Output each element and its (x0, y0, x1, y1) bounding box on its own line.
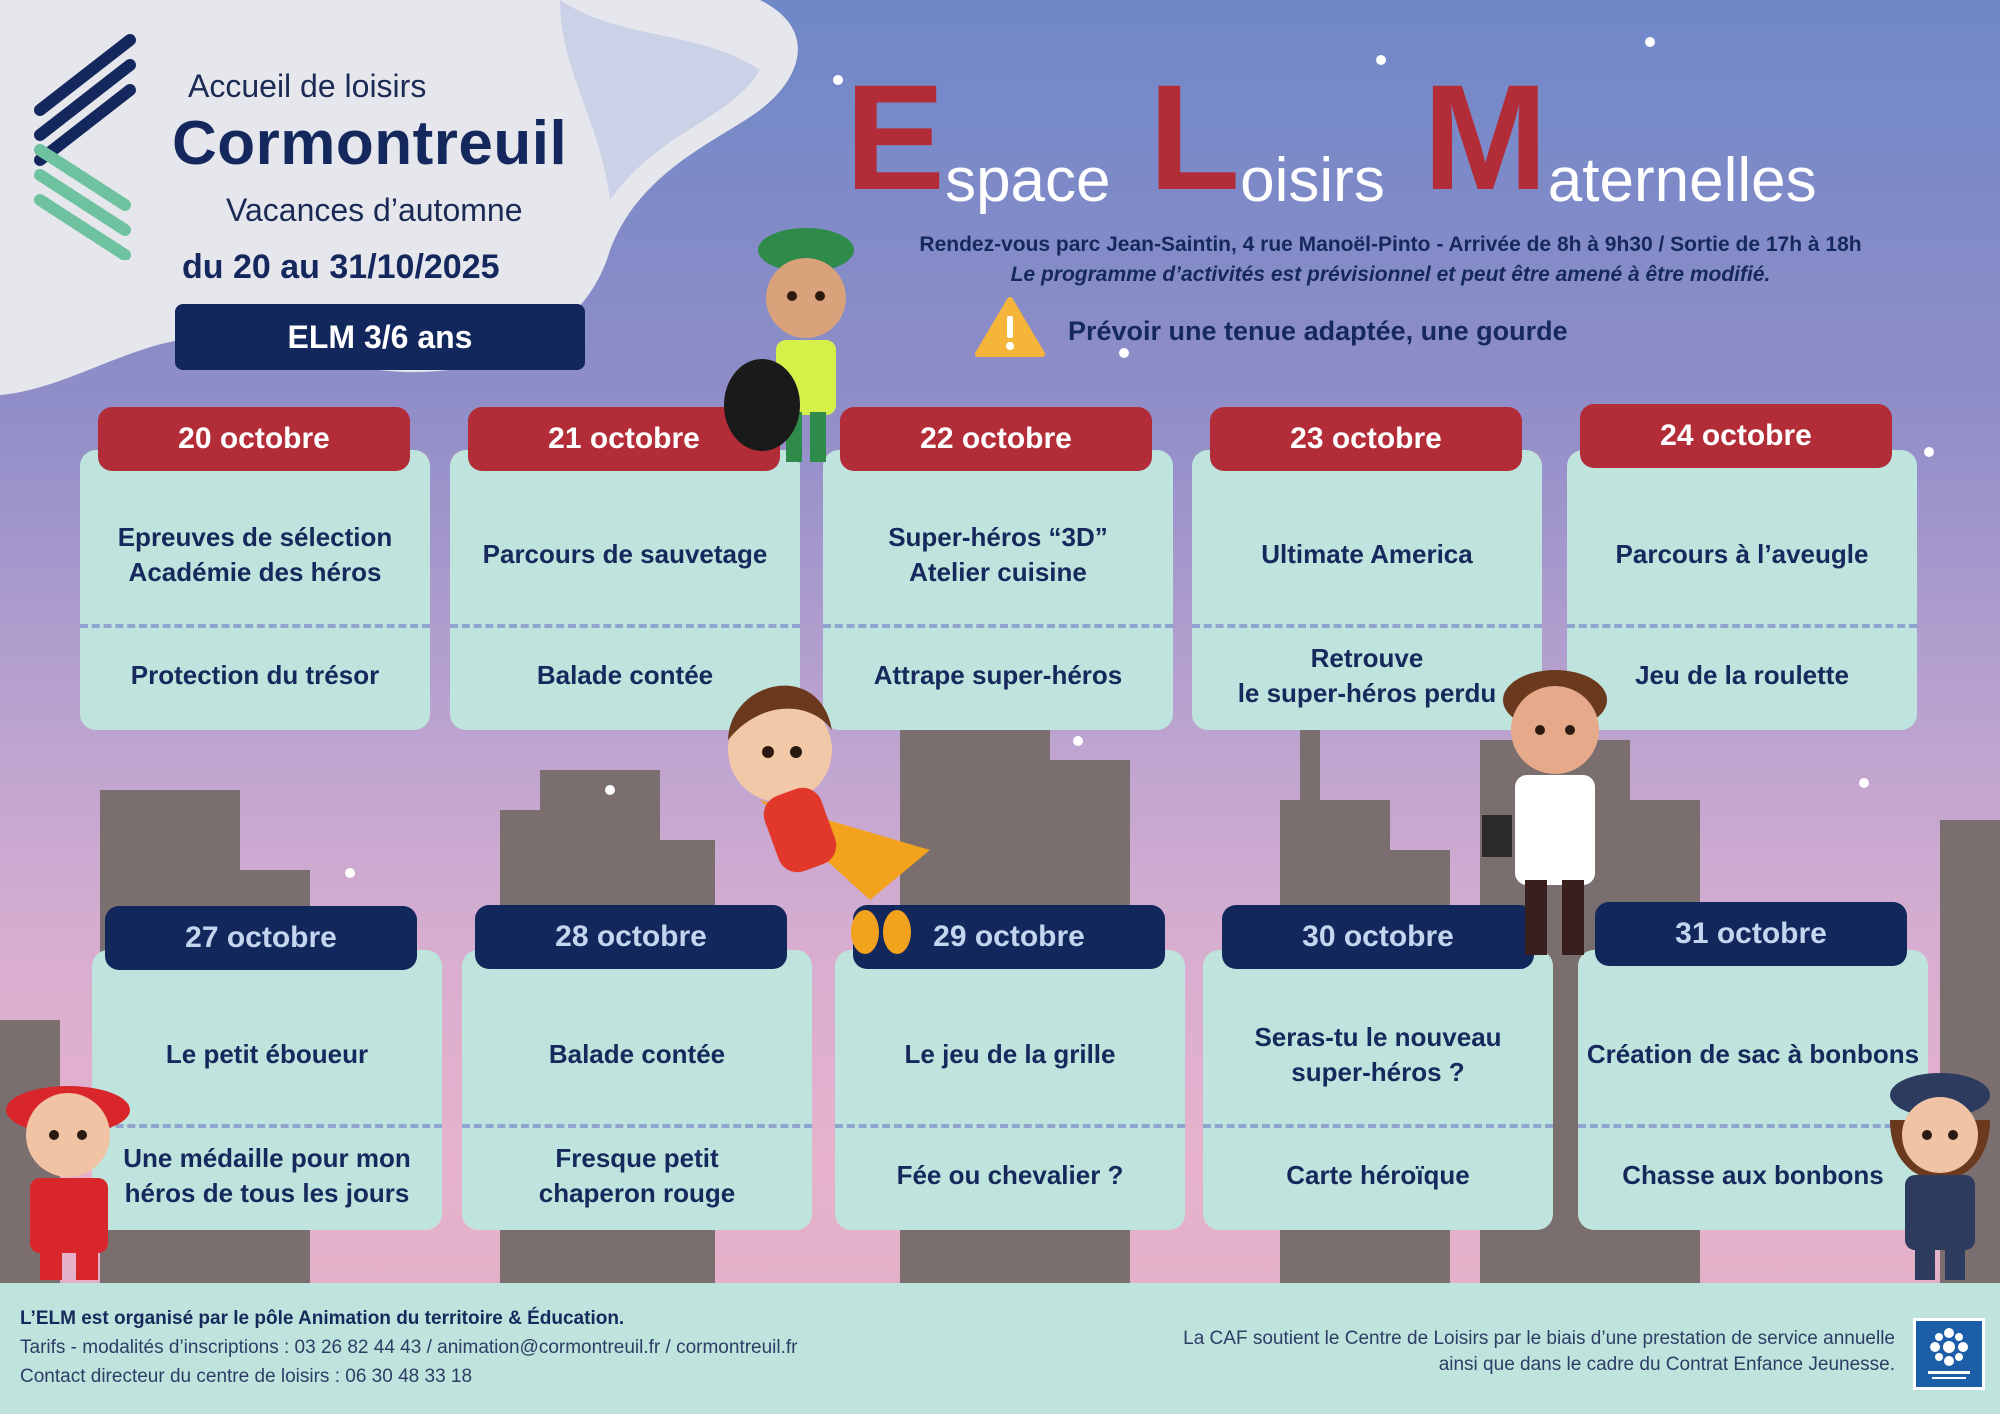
caf-support-line1: La CAF soutient le Centre de Loisirs par le biais d’une prestation de service annuelle (1183, 1328, 1895, 1349)
organizer-text: L’ELM est organisé par le pôle Animation du territoire & Éducation. (20, 1308, 625, 1329)
activity-morning: Super-héros “3D” Atelier cuisine (888, 521, 1108, 587)
date-tab-28: 28 octobre (475, 905, 787, 969)
program-disclaimer: Le programme d’activités est prévisionnel et peut être amené à être modifié. (1010, 263, 1771, 286)
date-tab-24: 24 octobre (1580, 404, 1892, 468)
vacation-label: Vacances d’automne (226, 192, 523, 228)
activity-morning: Création de sac à bonbons (1586, 1039, 1920, 1070)
day-card-30 (1203, 950, 1553, 1230)
activity-morning: Ultimate America (1261, 539, 1473, 570)
activity-afternoon: Jeu de la roulette (1635, 660, 1849, 691)
day-card-31 (1578, 950, 1928, 1230)
activity-afternoon: Une médaille pour mon héros de tous les jours (123, 1142, 411, 1208)
date-tab-22: 22 octobre (840, 407, 1152, 471)
activity-morning: Le jeu de la grille (904, 1039, 1116, 1070)
date-tab-21: 21 octobre (468, 407, 780, 471)
caf-logo-icon (1913, 1318, 1985, 1390)
activity-afternoon: Retrouve le super-héros perdu (1237, 642, 1497, 708)
date-tab-31: 31 octobre (1595, 902, 1907, 966)
tarifs-text: Tarifs - modalités d’inscriptions : 03 26 82 44 43 / animation@cormontreuil.fr / cormontreuil.fr (20, 1337, 798, 1358)
activity-afternoon: Chasse aux bonbons (1622, 1160, 1884, 1191)
activity-morning: Parcours à l’aveugle (1615, 539, 1869, 570)
day-card-24 (1567, 450, 1917, 730)
date-tab-23: 23 octobre (1210, 407, 1522, 471)
contact-text: Contact directeur du centre de loisirs : 06 30 48 33 18 (20, 1366, 473, 1387)
activity-afternoon: Fée ou chevalier ? (896, 1160, 1124, 1191)
title-l: L (1148, 53, 1241, 221)
title-e-rest: space (945, 146, 1111, 215)
day-card-20 (80, 450, 430, 730)
activity-morning: Balade contée (548, 1039, 726, 1070)
warning-icon (975, 296, 1045, 358)
title-m-rest: aternelles (1547, 146, 1817, 215)
date-tab-30: 30 octobre (1222, 905, 1534, 969)
warning-text: Prévoir une tenue adaptée, une gourde (1068, 316, 1568, 346)
accueil-label: Accueil de loisirs (188, 68, 427, 104)
activity-morning: Le petit éboueur (165, 1039, 369, 1070)
activity-afternoon: Balade contée (536, 660, 714, 691)
title-l-rest: oisirs (1240, 146, 1385, 215)
title-m: M (1422, 53, 1548, 221)
date-range: du 20 au 31/10/2025 (182, 248, 500, 286)
title-e: E (845, 53, 946, 221)
meeting-info: Rendez-vous parc Jean-Saintin, 4 rue Manoël-Pinto - Arrivée de 8h à 9h30 / Sortie de 17h à 18h (919, 233, 1862, 256)
activity-afternoon: Protection du trésor (130, 660, 380, 691)
date-tab-20: 20 octobre (98, 407, 410, 471)
logo-stripes-icon (30, 30, 140, 260)
day-card-27 (92, 950, 442, 1230)
activity-afternoon: Fresque petit chaperon rouge (538, 1142, 736, 1208)
day-card-28 (462, 950, 812, 1230)
town-name: Cormontreuil (172, 109, 568, 178)
activity-afternoon: Attrape super-héros (873, 660, 1123, 691)
caf-support-line2: ainsi que dans le cadre du Contrat Enfance Jeunesse. (1438, 1354, 1895, 1375)
day-card-29 (835, 950, 1185, 1230)
activity-morning: Seras-tu le nouveau super-héros ? (1254, 1021, 1502, 1087)
day-card-23 (1192, 450, 1542, 730)
activity-morning: Epreuves de sélection Académie des héros (117, 521, 393, 587)
age-group-badge: ELM 3/6 ans (175, 304, 585, 370)
day-card-22 (823, 450, 1173, 730)
activity-afternoon: Carte héroïque (1286, 1160, 1470, 1191)
elm-title (845, 53, 1817, 221)
activity-morning: Parcours de sauvetage (482, 539, 768, 570)
date-tab-27: 27 octobre (105, 906, 417, 970)
date-tab-29: 29 octobre (853, 905, 1165, 969)
day-card-21 (450, 450, 800, 730)
